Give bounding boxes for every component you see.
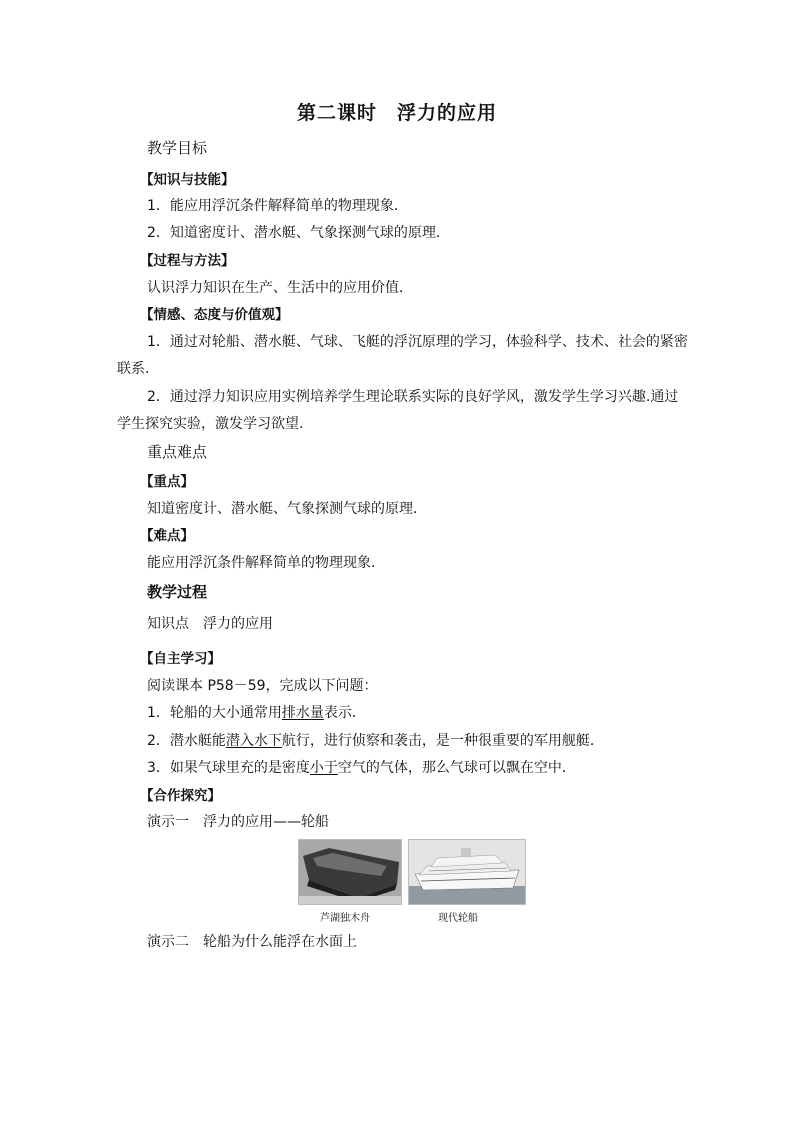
question-3-answer: 小于 [309, 760, 338, 776]
question-3-prefix: 3．如果气球里充的是密度 [147, 760, 310, 776]
knowledge-point: 知识点 浮力的应用 [147, 616, 273, 632]
attitude-item-2-line1: 2．通过浮力知识应用实例培养学生理论联系实际的良好学风，激发学生学习兴趣.通过 [147, 389, 679, 405]
heading-key-points: 重点难点 [147, 443, 208, 461]
question-2-prefix: 2．潜水艇能 [147, 733, 226, 749]
label-knowledge-skills: 【知识与技能】 [140, 172, 235, 188]
question-2 [147, 731, 604, 751]
caption-cruise-ship: 现代轮船 [438, 913, 478, 924]
knowledge-item-1: 1．能应用浮沉条件解释简单的物理现象． [147, 198, 408, 214]
difficulty-text: 能应用浮沉条件解释简单的物理现象. [147, 555, 376, 571]
heading-objectives: 教学目标 [147, 139, 208, 157]
question-1-prefix: 1．轮船的大小通常用 [147, 705, 282, 721]
cruise-ship-photo [408, 839, 526, 905]
demo-1-title: 演示一 浮力的应用——轮船 [147, 814, 329, 830]
attitude-item-1-line1: 1．通过对轮船、潜水艇、气球、飞艇的浮沉原理的学习，体验科学、技术、社会的紧密 [147, 334, 688, 350]
attitude-item-2-line2: 学生探究实验，激发学习欲望. [117, 416, 304, 432]
question-3-suffix: 空气的气体，那么气球可以飘在空中． [337, 760, 576, 776]
caption-canoe: 芦湖独木舟 [320, 913, 370, 924]
canoe-illustration [299, 840, 401, 904]
canoe-photo [298, 839, 402, 905]
method-text: 认识浮力知识在生产、生活中的应用价值． [147, 280, 413, 296]
question-1 [147, 703, 366, 723]
attitude-item-1-line2: 联系． [117, 361, 159, 377]
label-difficulty: 【难点】 [140, 528, 194, 544]
knowledge-item-2: 2．知道密度计、潜水艇、气象探测气球的原理． [147, 225, 450, 241]
question-2-answer: 潜入水下 [225, 733, 282, 749]
label-process-method: 【过程与方法】 [140, 253, 235, 269]
page-title: 第二课时 浮力的应用 [296, 102, 497, 124]
question-3 [147, 758, 576, 778]
focus-text: 知道密度计、潜水艇、气象探测气球的原理． [147, 501, 427, 517]
label-attitude-values: 【情感、态度与价值观】 [140, 307, 289, 323]
reading-instruction: 阅读课本 P58－59，完成以下问题： [147, 678, 378, 694]
heading-teaching-process: 教学过程 [147, 583, 208, 601]
demo-2-title: 演示二 轮船为什么能浮在水面上 [147, 934, 357, 950]
label-cooperative-inquiry: 【合作探究】 [140, 788, 221, 804]
label-self-study: 【自主学习】 [140, 651, 221, 667]
question-2-suffix: 航行，进行侦察和袭击，是一种很重要的军用舰艇． [281, 733, 604, 749]
label-focus: 【重点】 [140, 474, 194, 490]
question-1-suffix: 表示． [323, 705, 366, 721]
question-1-answer: 排水量 [281, 705, 324, 721]
cruise-ship-illustration [409, 840, 525, 904]
